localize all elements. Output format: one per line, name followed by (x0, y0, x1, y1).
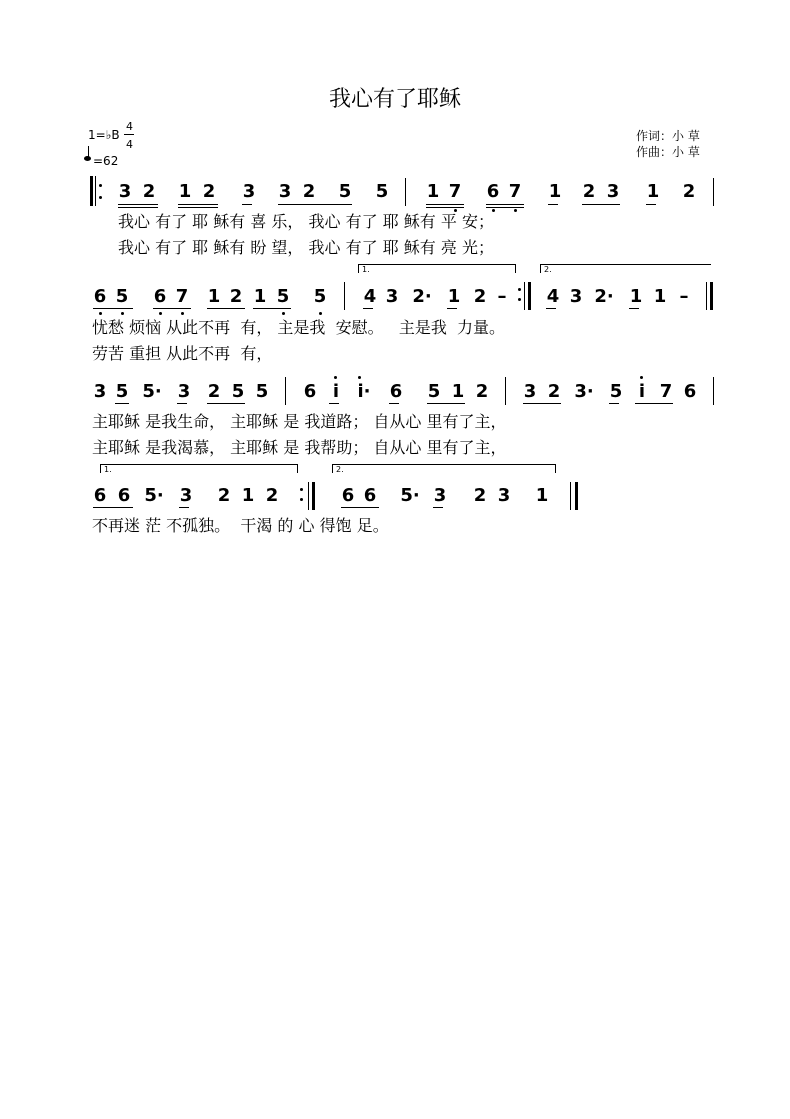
note: 6 (389, 381, 403, 402)
note: 2 (202, 181, 216, 202)
underline (523, 403, 561, 404)
note: 5 (609, 381, 623, 402)
note: 2 (473, 286, 487, 307)
underline (363, 308, 373, 309)
note: 6 (341, 485, 355, 506)
note: 1 (646, 181, 660, 202)
note: 1 (535, 485, 549, 506)
underline (329, 403, 339, 404)
lyric-line-1: 我心 有了 耶 稣有 喜 乐， 我心 有了 耶 稣有 平 安； (118, 212, 494, 231)
note: 1 (447, 286, 461, 307)
underline (646, 204, 656, 205)
barline (524, 282, 525, 310)
composer-credit: 作曲：小 草 (636, 145, 700, 159)
note: 2 (229, 286, 243, 307)
note: 5 (115, 381, 129, 402)
note: 3 (118, 181, 132, 202)
note: 3 (179, 485, 193, 506)
high-octave-dot (640, 376, 643, 379)
volta-label: 1. (362, 265, 370, 274)
note: 2 (582, 181, 596, 202)
lyric-line-1: 不再迷 茫 不孤独。 干渴 的 心 得饱 足。 (92, 516, 389, 535)
volta-label: 2. (336, 465, 344, 474)
note: 3 (385, 286, 399, 307)
underline (207, 403, 245, 404)
barline (713, 178, 714, 206)
note: 3 (606, 181, 620, 202)
low-octave-dot (99, 312, 102, 315)
note: 3 (278, 181, 292, 202)
note: 3· (574, 381, 594, 402)
underline (341, 507, 379, 508)
repeat-dot (518, 298, 521, 301)
repeat-dot (300, 488, 303, 491)
note: 6 (363, 485, 377, 506)
underline (118, 207, 158, 208)
note: 6 (153, 286, 167, 307)
high-octave-dot (358, 376, 361, 379)
tempo-mark: =62 (93, 154, 119, 168)
note: 7 (175, 286, 189, 307)
lyric-line-1: 主耶稣 是我生命， 主耶稣 是 我道路； 自从心 里有了主， (92, 412, 507, 431)
note: – (497, 286, 507, 307)
underline (178, 207, 218, 208)
note: 2 (217, 485, 231, 506)
volta-label: 1. (104, 465, 112, 474)
note: – (679, 286, 689, 307)
barline (405, 178, 406, 206)
note: 5· (144, 485, 164, 506)
underline (427, 403, 465, 404)
note: 5 (313, 286, 327, 307)
underline (609, 403, 619, 404)
note: 2 (207, 381, 221, 402)
barline (570, 482, 571, 510)
underline (242, 204, 252, 205)
note: 1 (629, 286, 643, 307)
underline (207, 308, 245, 309)
underline (118, 204, 158, 205)
note: 2 (265, 485, 279, 506)
repeat-end-bar (312, 482, 315, 510)
note: 3 (177, 381, 191, 402)
underline (178, 204, 218, 205)
note: 6 (93, 286, 107, 307)
low-octave-dot (514, 209, 517, 212)
note: 1 (548, 181, 562, 202)
note: 3 (523, 381, 537, 402)
note: 2 (475, 381, 489, 402)
barline (713, 377, 714, 405)
underline (546, 308, 556, 309)
barline (308, 482, 309, 510)
note: 5 (375, 181, 389, 202)
underline (302, 204, 352, 205)
barline (505, 377, 506, 405)
lyric-line-2: 劳苦 重担 从此不再 有， (92, 344, 273, 363)
note: 2 (142, 181, 156, 202)
underline (486, 207, 524, 208)
barline (344, 282, 345, 310)
volta-bracket-2 (332, 464, 556, 473)
repeat-dot (518, 288, 521, 291)
low-octave-dot (181, 312, 184, 315)
note: i· (357, 381, 371, 402)
underline (426, 204, 464, 205)
barline (706, 282, 707, 310)
final-bar (575, 482, 578, 510)
note: 5 (427, 381, 441, 402)
note: 5 (115, 286, 129, 307)
note: 1 (241, 485, 255, 506)
underline (426, 207, 464, 208)
underline (115, 403, 129, 404)
note: 4 (363, 286, 377, 307)
underline (253, 308, 291, 309)
note: 6 (117, 485, 131, 506)
note: 2 (682, 181, 696, 202)
note: 2· (594, 286, 614, 307)
note: 5 (338, 181, 352, 202)
volta-bracket-1 (100, 464, 298, 473)
lyric-line-1: 忧愁 烦恼 从此不再 有， 主是我 安慰。 主是我 力量。 (92, 318, 506, 337)
note: 1 (253, 286, 267, 307)
note: 1 (178, 181, 192, 202)
time-signature-bottom: 4 (126, 138, 133, 151)
low-octave-dot (319, 312, 322, 315)
note: 3 (242, 181, 256, 202)
note: 1 (426, 181, 440, 202)
underline (486, 204, 524, 205)
quarter-note-icon (84, 156, 91, 161)
underline (629, 308, 639, 309)
note: 3 (93, 381, 107, 402)
repeat-start-bar (90, 176, 93, 206)
lyricist-credit: 作词：小 草 (636, 129, 700, 143)
note: 2 (302, 181, 316, 202)
note: 7 (448, 181, 462, 202)
underline (548, 204, 558, 205)
note: 1 (451, 381, 465, 402)
low-octave-dot (282, 312, 285, 315)
repeat-dot (99, 184, 102, 187)
repeat-end-bar (528, 282, 531, 310)
underline (93, 507, 133, 508)
volta-label: 2. (544, 265, 552, 274)
note: 6 (303, 381, 317, 402)
underline (389, 403, 399, 404)
repeat-dot (300, 498, 303, 501)
note: 2 (547, 381, 561, 402)
note: 3 (433, 485, 447, 506)
barline (95, 176, 96, 206)
note: 6 (683, 381, 697, 402)
barline (285, 377, 286, 405)
note: 5 (231, 381, 245, 402)
note: 3 (497, 485, 511, 506)
note: 1 (207, 286, 221, 307)
underline (447, 308, 457, 309)
note: 5 (255, 381, 269, 402)
note: 3 (569, 286, 583, 307)
time-signature-line (124, 134, 134, 135)
underline (582, 204, 620, 205)
note: 5· (400, 485, 420, 506)
note: 4 (546, 286, 560, 307)
underline (153, 308, 191, 309)
high-octave-dot (334, 376, 337, 379)
note: 1 (653, 286, 667, 307)
low-octave-dot (121, 312, 124, 315)
note: 5 (276, 286, 290, 307)
low-octave-dot (159, 312, 162, 315)
volta-bracket-1 (358, 264, 516, 273)
lyric-line-2: 主耶稣 是我渴慕， 主耶稣 是 我帮助； 自从心 里有了主， (92, 438, 507, 457)
note: 7 (659, 381, 673, 402)
underline (177, 403, 187, 404)
time-signature-top: 4 (126, 120, 133, 133)
volta-bracket-2 (540, 264, 711, 273)
note: 2 (473, 485, 487, 506)
key-signature: 1=♭B (88, 128, 120, 142)
note: i (638, 381, 646, 402)
lyric-line-2: 我心 有了 耶 稣有 盼 望， 我心 有了 耶 稣有 亮 光； (118, 238, 494, 257)
repeat-dot (99, 196, 102, 199)
note: i (332, 381, 340, 402)
note: 6 (486, 181, 500, 202)
underline (93, 308, 133, 309)
note: 5· (142, 381, 162, 402)
underline (433, 507, 443, 508)
note: 2· (412, 286, 432, 307)
final-bar (710, 282, 713, 310)
underline (179, 507, 189, 508)
underline (635, 403, 673, 404)
song-title: 我心有了耶稣 (328, 87, 461, 112)
note: 6 (93, 485, 107, 506)
note: 7 (508, 181, 522, 202)
